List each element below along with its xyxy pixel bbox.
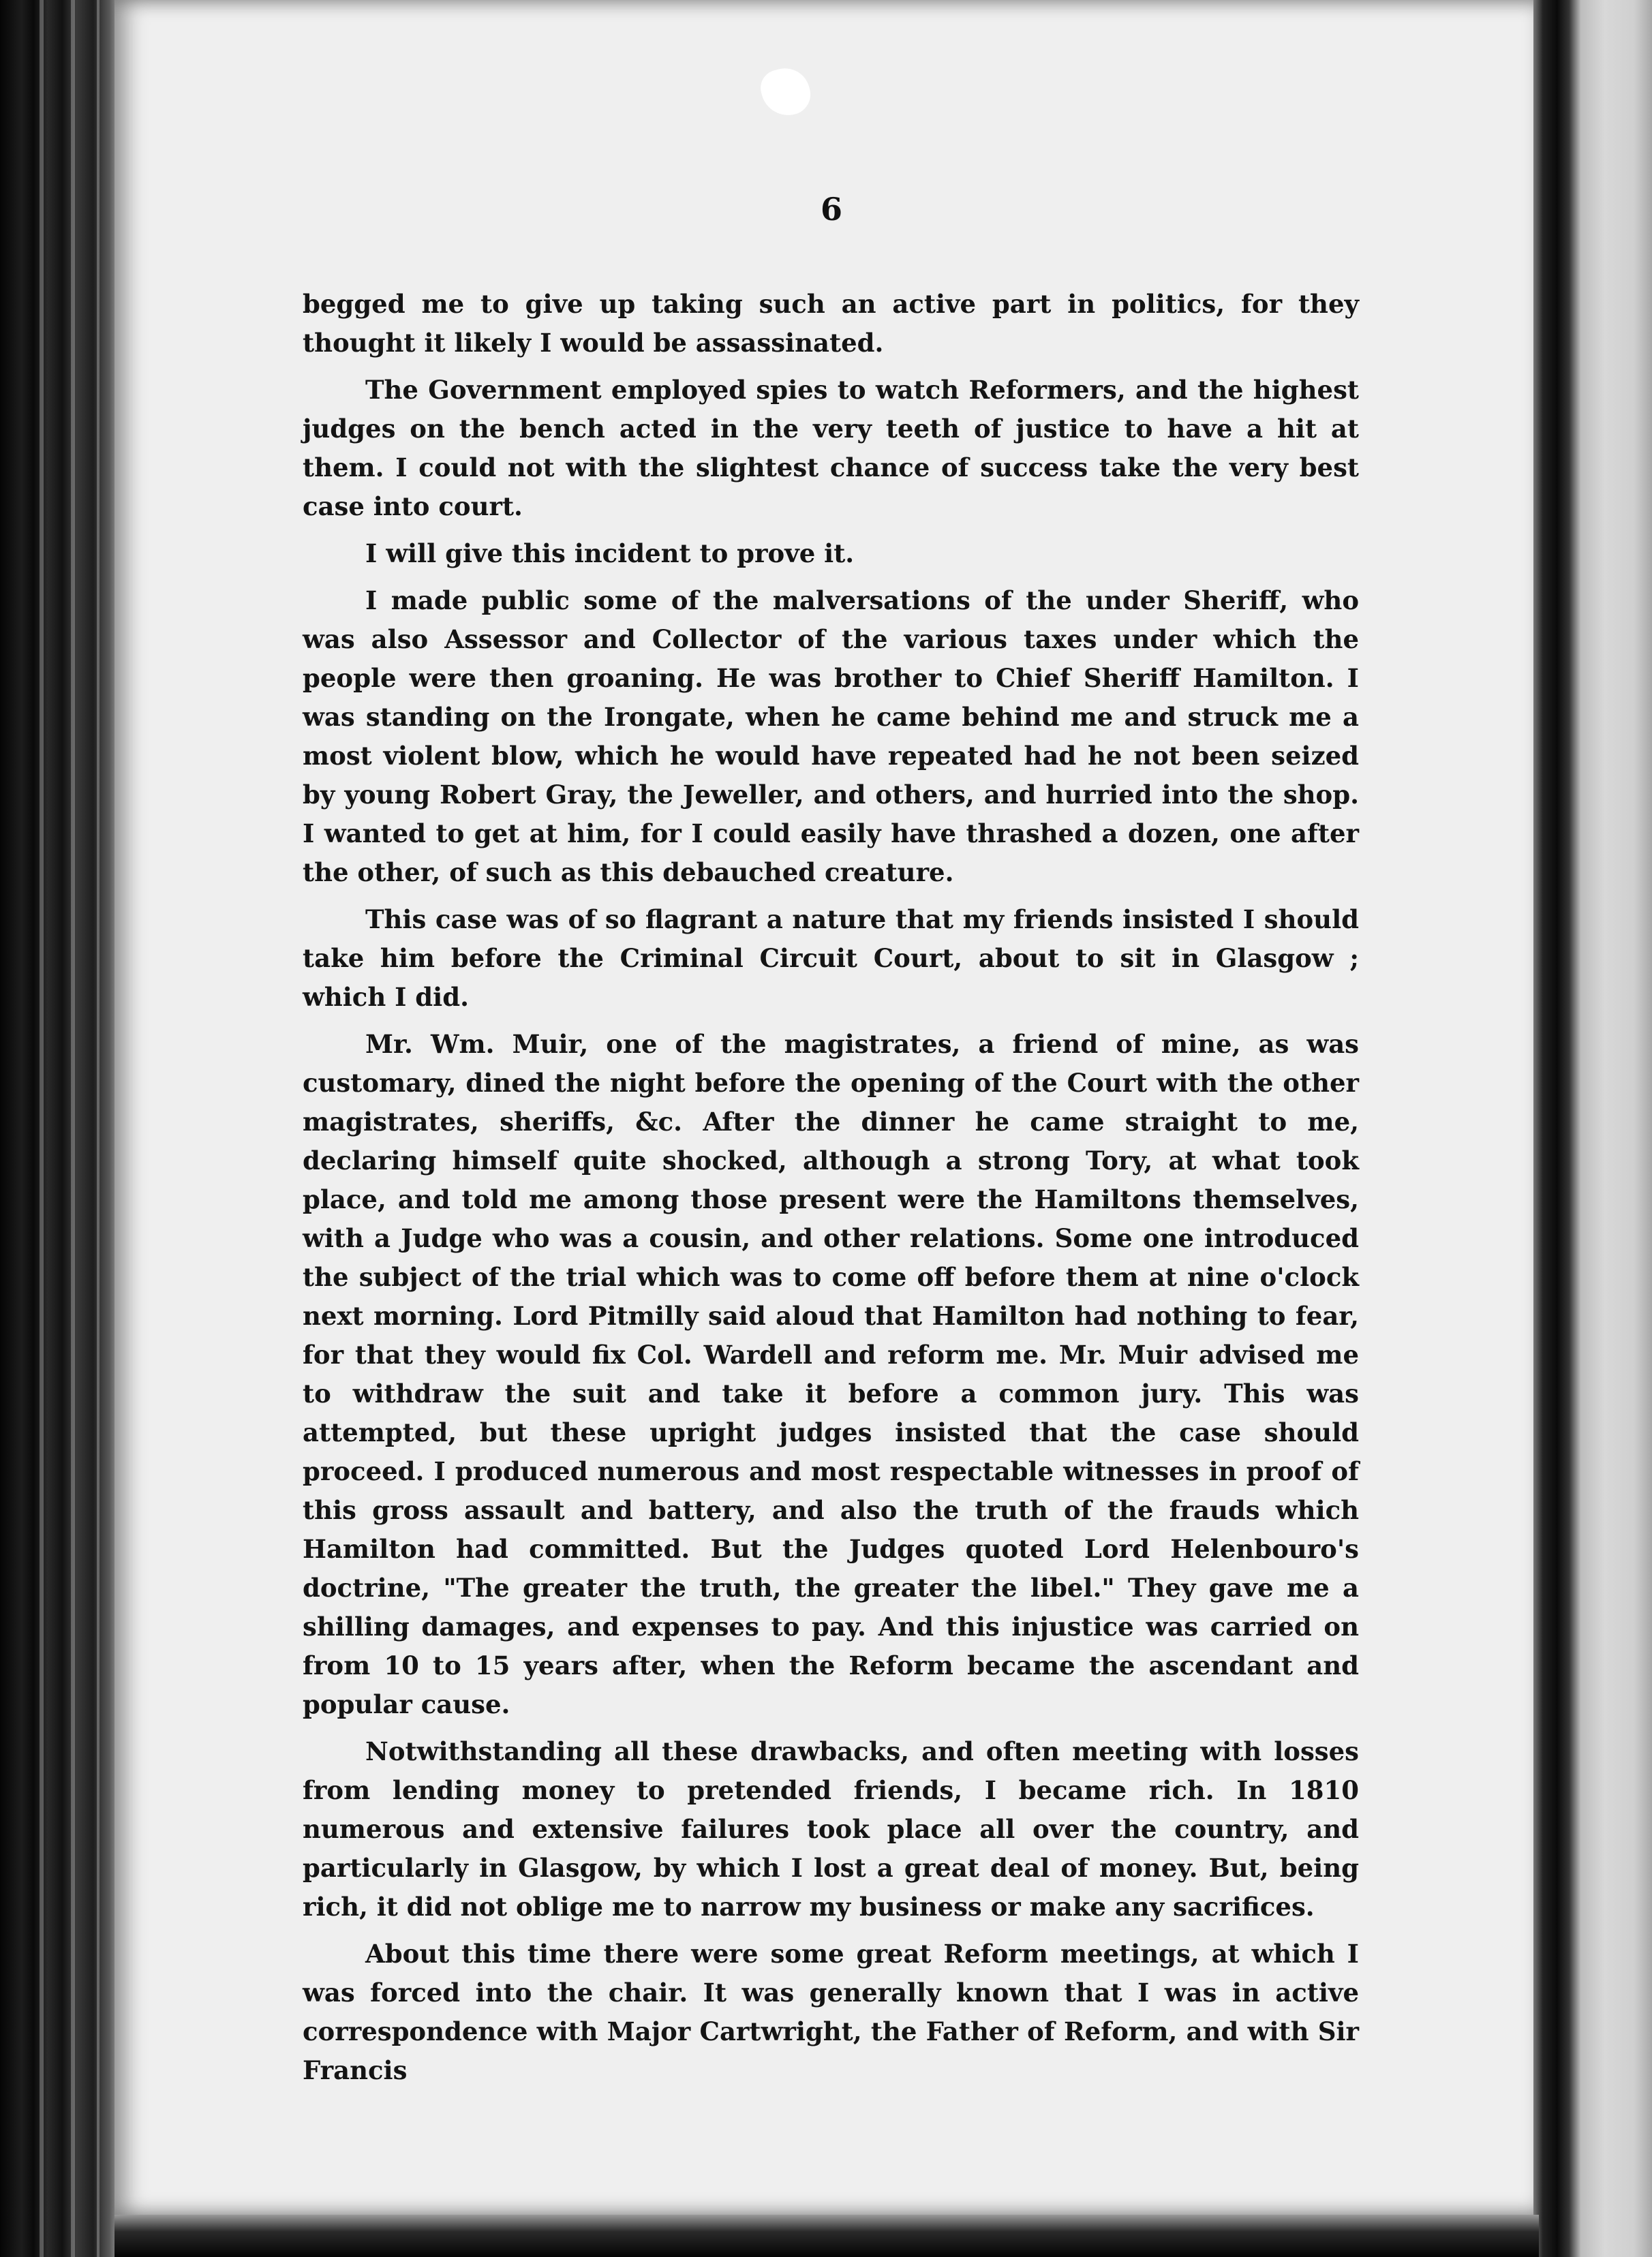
spine-edge-line — [40, 0, 44, 2257]
spine-edge-line — [71, 0, 75, 2257]
book-bottom-edge — [114, 2215, 1539, 2257]
paragraph: This case was of so flagrant a nature that my friends insisted I should take him before the Criminal Circuit Court, about to sit in Glasgow ; which I did. — [303, 904, 1359, 1012]
paragraph: begged me to give up taking such an active part in politics, for they thought it likely I would be assassinated. — [303, 289, 1359, 358]
book-right-edge — [1533, 0, 1652, 2257]
paragraph: I made public some of the malversations of the under Sheriff, who was also Assessor and Collector of the various taxes under which the people were then groaning. He was brother to Chief Sheriff Hamilton. I was standing on the Irongate, when he came behind me and struck me a most violent blow, which he would have repeated had he not been seized by young Robert Gray, the Jeweller, and others, and hurried into the shop. I wanted to get at him, for I could easily have thrashed a dozen, one after the other, of such as this debauched creature. — [303, 585, 1359, 887]
paragraph: Mr. Wm. Muir, one of the magistrates, a friend of mine, as was customary, dined the night before the opening of the Court with the other magistrates, sheriffs, &c. After the dinner he came straight to me, declaring himself quite shocked, although a strong Tory, at what took place, and told me among those present were the Hamiltons themselves, with a Judge who was a cousin, and other relations. Some one introduced the subject of the trial which was to come off before them at nine o'clock next morning. Lord Pitmilly said aloud that Hamilton had nothing to fear, for that they would fix Col. Wardell and reform me. Mr. Muir advised me to withdraw the suit and take it before a common jury. This was attempted, but these upright judges insisted that the case should proceed. I produced numerous and most respectable witnesses in proof of this gross assault and battery, and also the truth of the frauds which Hamilton had committed. But the Judges quoted Lord Helenbouro's doctrine, "The greater the truth, the greater the libel." They gave me a shilling damages, and expenses to pay. And this injustice was carried on from 10 to 15 years after, when the Reform became the ascendant and popular cause. — [303, 1029, 1359, 1719]
paragraph: The Government employed spies to watch Reformers, and the highest judges on the bench acted in the very teeth of justice to have a hit at them. I could not with the slightest chance of success take the very best case into court. — [303, 375, 1359, 521]
book-spine — [0, 0, 119, 2257]
paragraph: Notwithstanding all these drawbacks, and often meeting with losses from lending money to pretended friends, I became rich. In 1810 numerous and extensive failures took place all over the country, and particularly in Glasgow, by which I lost a great deal of money. But, being rich, it did not oblige me to narrow my business or make any sacrifices. — [303, 1736, 1359, 1922]
paragraph: I will give this incident to prove it. — [365, 538, 855, 568]
page-number: 6 — [820, 191, 842, 228]
paragraph: About this time there were some great Reform meetings, at which I was forced into the chair. It was generally known that I was in active correspondence with Major Cartwright, the Father of Reform, and with Sir Francis — [303, 1939, 1359, 2085]
spine-edge-line — [97, 0, 100, 2257]
body-text — [303, 285, 1359, 2090]
